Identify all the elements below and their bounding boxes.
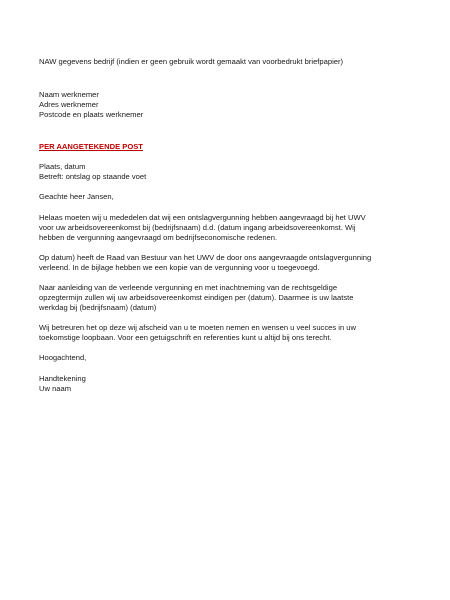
paragraph-line: voor uw arbeidsovereenkomst bij (bedrijfsnaam) d.d. (datum ingang arbeidsovereenkomst. Wij (39, 223, 356, 232)
paragraph-line: Wij betreuren het op deze wij afscheid van u te moeten nemen en wensen u veel succes in uw (39, 323, 357, 332)
subject-line: Betreft: ontslag op staande voet (39, 172, 147, 181)
signature-block (39, 374, 414, 394)
recipient-street: Adres werknemer (39, 100, 99, 109)
sender-details: NAW gegevens bedrijf (indien er geen gebruik wordt gemaakt van voorbedrukt briefpapier) (39, 57, 344, 66)
paragraph-line: hebben de vergunning aangevraagd om bedrijfseconomische redenen. (39, 233, 278, 242)
paragraph-1 (39, 213, 414, 243)
recipient-address (39, 90, 414, 120)
paragraph-line: Naar aanleiding van de verleende vergunning en met inachtneming van de rechtsgeldige (39, 283, 338, 292)
recipient-name: Naam werknemer (39, 90, 99, 99)
recipient-postcode-city: Postcode en plaats werknemer (39, 110, 144, 119)
signature-label: Handtekening (39, 374, 86, 383)
letter-body (39, 57, 414, 394)
registered-mail-notice: PER AANGETEKENDE POST (39, 142, 143, 151)
paragraph-2 (39, 253, 414, 273)
paragraph-line: toekomstige loopbaan. Voor een getuigschrift en referenties kunt u altijd bij ons terecht. (39, 333, 332, 342)
paragraph-line: verleend. In de bijlage hebben we een kopie van de vergunning voor u toegevoegd. (39, 263, 320, 272)
salutation: Geachte heer Jansen, (39, 192, 114, 201)
letter-meta (39, 162, 414, 182)
signer-name: Uw naam (39, 384, 72, 393)
closing: Hoogachtend, (39, 353, 87, 362)
paragraph-line: werkdag bij (bedrijfsnaam) (datum) (39, 303, 157, 312)
paragraph-4 (39, 323, 414, 343)
paragraph-3 (39, 283, 414, 313)
paragraph-line: Op datum) heeft de Raad van Bestuur van het UWV de door ons aangevraagde ontslagvergunning (39, 253, 372, 262)
paragraph-line: opzegtermijn zullen wij uw arbeidsovereenkomst eindigen per (datum). Daarmee is uw laatste (39, 293, 354, 302)
paragraph-line: Helaas moeten wij u mededelen dat wij een ontslagvergunning hebben aangevraagd bij het UWV (39, 213, 366, 222)
place-date: Plaats, datum (39, 162, 86, 171)
